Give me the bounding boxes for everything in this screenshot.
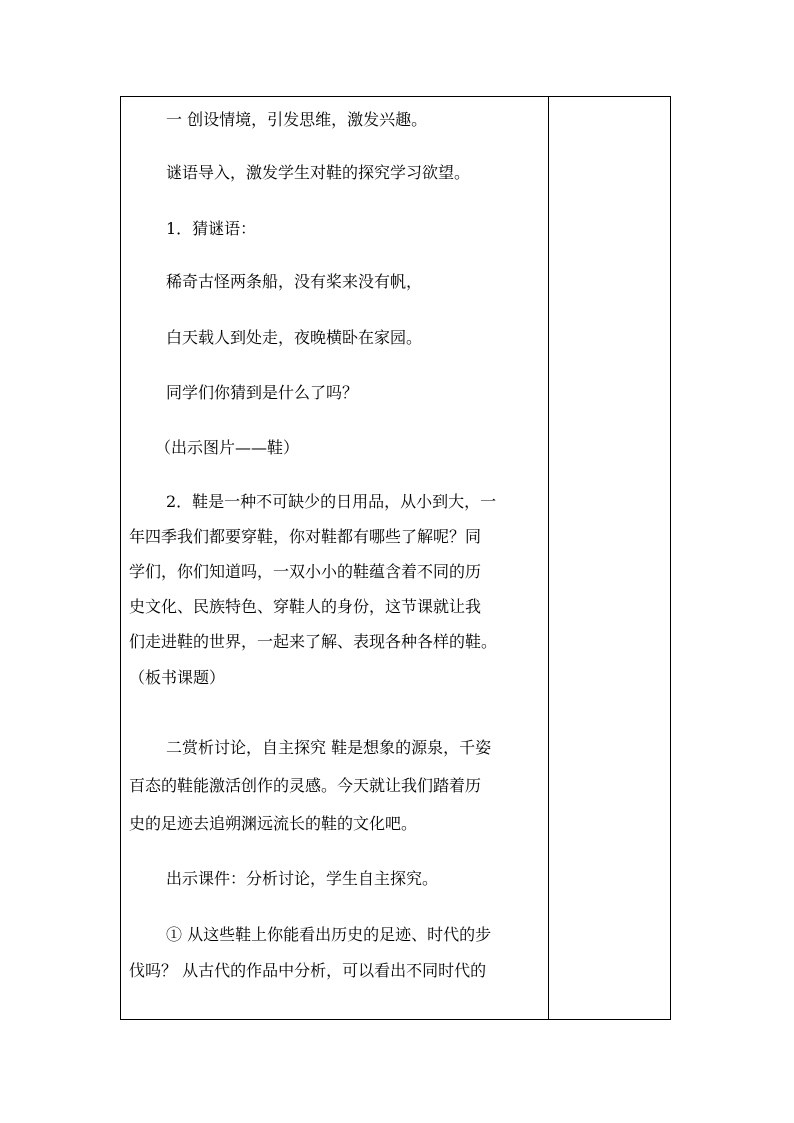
- text-line: 学们，你们知道吗，一双小小的鞋蕴含着不同的历: [129, 562, 482, 581]
- text-line: 出示课件：分析讨论，学生自主探究。: [166, 869, 439, 888]
- text-line: （板书课题）: [129, 668, 226, 687]
- text-line: 们走进鞋的世界，一起来了解、表现各种各样的鞋。: [129, 632, 498, 651]
- notes-cell: [549, 97, 670, 1019]
- text-line: 史文化、民族特色、穿鞋人的身份，这节课就让我: [129, 597, 482, 616]
- text-line: 2．鞋是一种不可缺少的日用品，从小到大，一: [166, 492, 497, 511]
- text-line: 史的足迹去追朔渊远流长的鞋的文化吧。: [129, 814, 418, 833]
- text-line: ① 从这些鞋上你能看出历史的足迹、时代的步: [166, 925, 492, 944]
- text-line: 伐吗？ 从古代的作品中分析，可以看出不同时代的: [129, 961, 487, 980]
- text-line: 百态的鞋能激活创作的灵感。今天就让我们踏着历: [129, 776, 482, 795]
- text-line: （出示图片——鞋）: [155, 438, 300, 457]
- text-line: 一 创设情境，引发思维，激发兴趣。: [166, 110, 428, 129]
- text-line: 白天载人到处走，夜晚横卧在家园。: [166, 328, 423, 347]
- text-line: 同学们你猜到是什么了吗？: [166, 383, 359, 402]
- text-line: 二赏析讨论，自主探究 鞋是想象的源泉，千姿: [166, 738, 492, 757]
- text-line: 谜语导入，激发学生对鞋的探究学习欲望。: [166, 163, 471, 182]
- text-line: 年四季我们都要穿鞋，你对鞋都有哪些了解呢？同: [129, 527, 482, 546]
- text-line: 1．猜谜语：: [166, 219, 257, 238]
- text-line: 稀奇古怪两条船，没有桨来没有帆，: [166, 272, 423, 291]
- lesson-table: [120, 96, 671, 1020]
